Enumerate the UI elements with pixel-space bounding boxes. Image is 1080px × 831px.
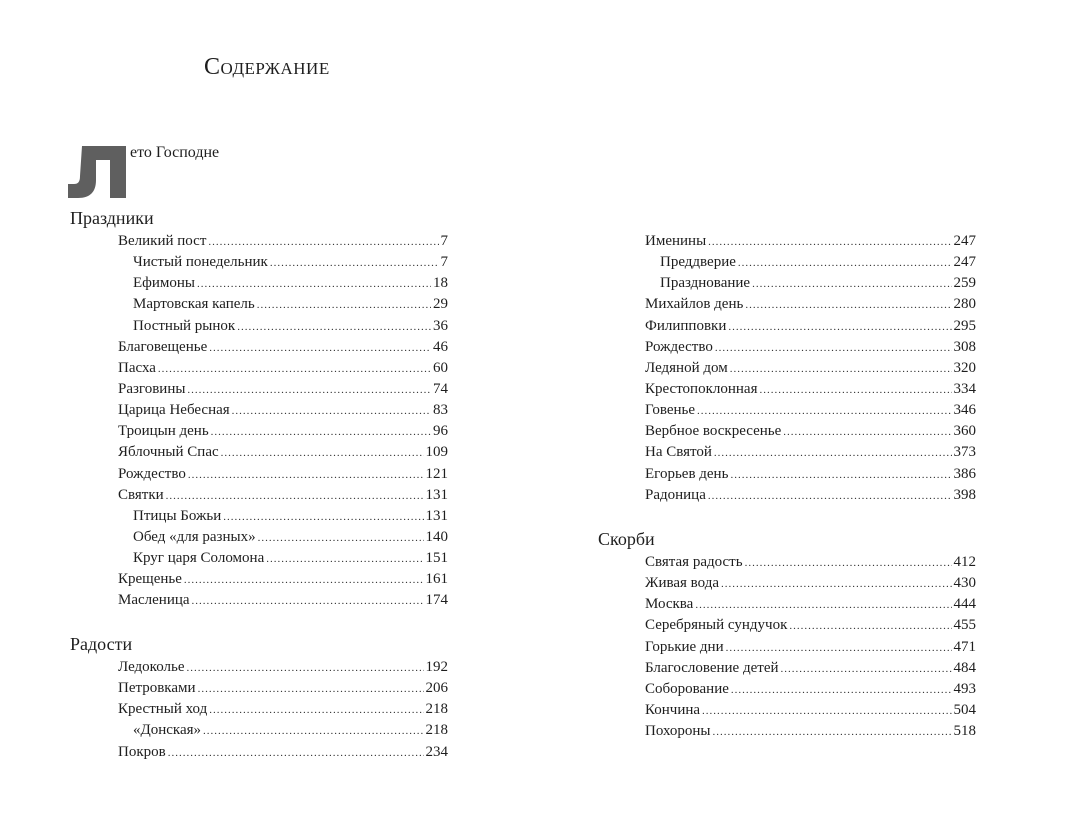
entry-title: Именины bbox=[645, 233, 707, 249]
toc-entry[interactable] bbox=[645, 594, 976, 615]
dot-leader bbox=[730, 359, 952, 379]
toc-entry[interactable] bbox=[645, 442, 976, 463]
page-number: 46 bbox=[433, 338, 448, 355]
toc-entry[interactable] bbox=[645, 721, 976, 742]
dot-leader bbox=[257, 295, 431, 315]
toc-entry[interactable] bbox=[645, 637, 976, 658]
page-number: 247 bbox=[953, 233, 976, 249]
entry-title: Празднование bbox=[660, 275, 751, 292]
dot-leader bbox=[168, 743, 424, 763]
dot-leader bbox=[209, 338, 431, 358]
dot-leader bbox=[221, 443, 424, 463]
entry-title: Святая радость bbox=[645, 554, 743, 570]
dot-leader bbox=[186, 658, 423, 678]
entry-title: Ледяной дом bbox=[645, 359, 728, 376]
toc-entry[interactable] bbox=[645, 379, 976, 400]
toc-entry[interactable] bbox=[645, 679, 976, 700]
entry-title: Крещенье bbox=[118, 571, 182, 588]
page-number: 412 bbox=[953, 554, 976, 570]
dot-leader bbox=[209, 700, 423, 720]
toc-entry[interactable] bbox=[118, 699, 448, 720]
toc-list bbox=[118, 231, 448, 612]
entry-title: Похороны bbox=[645, 723, 711, 740]
toc-entry[interactable] bbox=[118, 316, 448, 337]
page-number: 373 bbox=[953, 444, 976, 461]
dot-leader bbox=[730, 465, 951, 485]
dot-leader bbox=[232, 401, 431, 421]
entry-title: Говенье bbox=[645, 402, 696, 419]
entry-title: Горькие дни bbox=[645, 638, 724, 655]
dot-leader bbox=[211, 422, 431, 442]
toc-entry[interactable] bbox=[118, 506, 448, 527]
page-number: 161 bbox=[425, 571, 448, 588]
page-number: 174 bbox=[425, 592, 448, 609]
page-number: 430 bbox=[953, 575, 976, 592]
toc-entry[interactable] bbox=[118, 400, 448, 421]
page-number: 218 bbox=[425, 722, 448, 739]
dot-leader bbox=[715, 338, 952, 358]
toc-entry[interactable] bbox=[645, 273, 976, 294]
entry-title: Великий пост bbox=[118, 233, 207, 249]
page-number: 151 bbox=[425, 550, 448, 567]
entry-title: Петровками bbox=[118, 680, 196, 697]
dot-leader bbox=[187, 380, 431, 400]
toc-entry[interactable] bbox=[118, 358, 448, 379]
toc-entry[interactable] bbox=[645, 252, 976, 273]
page-number: 280 bbox=[953, 296, 976, 313]
page-number: 121 bbox=[425, 465, 448, 482]
page-number: 140 bbox=[425, 528, 448, 545]
toc-entry[interactable] bbox=[645, 316, 976, 337]
entry-title: Михайлов день bbox=[645, 296, 744, 313]
toc-entry[interactable] bbox=[118, 464, 448, 485]
entry-title: Крестопоклонная bbox=[645, 380, 758, 397]
dot-leader bbox=[783, 422, 951, 442]
toc-entry[interactable] bbox=[118, 590, 448, 611]
page-number: 493 bbox=[953, 680, 976, 697]
entry-title: Серебряный сундучок bbox=[645, 617, 788, 634]
entry-title: Птицы Божьи bbox=[133, 507, 222, 524]
toc-entry[interactable] bbox=[645, 658, 976, 679]
section-heading: Радости bbox=[70, 634, 133, 654]
dot-leader bbox=[759, 380, 951, 400]
toc-entry[interactable] bbox=[118, 720, 448, 741]
toc-entry[interactable] bbox=[645, 337, 976, 358]
page-number: 83 bbox=[433, 402, 448, 419]
page-number: 192 bbox=[425, 659, 448, 675]
entry-title: Троицын день bbox=[118, 423, 209, 440]
section-heading: Праздники bbox=[70, 208, 154, 228]
entry-title: Чистый понедельник bbox=[133, 254, 268, 271]
entry-title: Мартовская капель bbox=[133, 296, 255, 313]
dot-leader bbox=[223, 507, 423, 527]
toc-entry[interactable] bbox=[645, 231, 976, 252]
page-number: 36 bbox=[433, 317, 448, 334]
dot-leader bbox=[203, 721, 423, 741]
entry-title: Рождество bbox=[645, 338, 713, 355]
page-number: 455 bbox=[953, 617, 976, 634]
page-number: 74 bbox=[433, 380, 448, 397]
dot-leader bbox=[702, 701, 951, 721]
entry-title: Москва bbox=[645, 596, 694, 613]
page-number: 308 bbox=[953, 338, 976, 355]
entry-title: Обед «для разных» bbox=[133, 528, 256, 545]
dot-leader bbox=[266, 549, 423, 569]
page-number: 29 bbox=[433, 296, 448, 313]
toc-entry[interactable] bbox=[118, 252, 448, 273]
dot-leader bbox=[781, 659, 952, 679]
drop-cap-initial bbox=[68, 146, 126, 198]
toc-entry[interactable] bbox=[118, 548, 448, 569]
toc-entry[interactable] bbox=[118, 231, 448, 252]
page-number: 96 bbox=[433, 423, 448, 440]
entry-title: Ледоколье bbox=[118, 659, 185, 675]
page-number: 206 bbox=[425, 680, 448, 697]
page-number: 398 bbox=[953, 486, 976, 503]
entry-title: Покров bbox=[118, 743, 166, 760]
entry-title: Кончина bbox=[645, 701, 701, 718]
page-number: 444 bbox=[953, 596, 976, 613]
dot-leader bbox=[731, 680, 952, 700]
dot-leader bbox=[192, 591, 424, 611]
entry-title: Пасха bbox=[118, 359, 156, 376]
entry-title: Рождество bbox=[118, 465, 186, 482]
page-number: 360 bbox=[953, 423, 976, 440]
page-number: 518 bbox=[953, 723, 976, 740]
toc-entry[interactable] bbox=[118, 273, 448, 294]
page-number: 18 bbox=[433, 275, 448, 292]
entry-title: Вербное воскресенье bbox=[645, 423, 782, 440]
entry-title: Преддверие bbox=[660, 254, 736, 271]
dot-leader bbox=[695, 595, 951, 615]
dot-leader bbox=[270, 253, 439, 273]
entry-title: Крестный ход bbox=[118, 701, 208, 718]
dot-leader bbox=[697, 401, 951, 421]
page-number: 484 bbox=[953, 659, 976, 676]
toc-entry[interactable] bbox=[118, 421, 448, 442]
page-number: 471 bbox=[953, 638, 976, 655]
entry-title: Ефимоны bbox=[133, 275, 196, 292]
entry-title: Благовещенье bbox=[118, 338, 208, 355]
page-number: 247 bbox=[953, 254, 976, 271]
toc-entry[interactable] bbox=[645, 615, 976, 636]
page-number: 131 bbox=[425, 507, 448, 524]
toc-entry[interactable] bbox=[118, 337, 448, 358]
page-number: 386 bbox=[953, 465, 976, 482]
dot-leader bbox=[728, 317, 951, 337]
toc-entry[interactable] bbox=[118, 569, 448, 590]
page-title: Содержание bbox=[204, 54, 330, 80]
entry-title: Масленица bbox=[118, 592, 190, 609]
toc-entry[interactable] bbox=[645, 573, 976, 594]
page-number: 504 bbox=[953, 701, 976, 718]
section-heading: Скорби bbox=[598, 529, 655, 549]
page-number: 320 bbox=[953, 359, 976, 376]
page-number: 346 bbox=[953, 402, 976, 419]
toc-entry[interactable] bbox=[118, 678, 448, 699]
toc-entry[interactable] bbox=[645, 464, 976, 485]
toc-entry[interactable] bbox=[118, 485, 448, 506]
dot-leader bbox=[789, 616, 951, 636]
toc-entry[interactable] bbox=[645, 485, 976, 506]
dot-leader bbox=[237, 317, 431, 337]
entry-title: Яблочный Спас bbox=[118, 444, 219, 461]
dot-leader bbox=[752, 274, 951, 294]
entry-title: «Донская» bbox=[133, 722, 202, 739]
page-number: 60 bbox=[433, 359, 448, 376]
page-number: 218 bbox=[425, 701, 448, 718]
dot-leader bbox=[188, 465, 424, 485]
entry-title: Радоница bbox=[645, 486, 706, 503]
entry-title: Царица Небесная bbox=[118, 402, 230, 419]
page-number: 334 bbox=[953, 380, 976, 397]
entry-title: На Святой bbox=[645, 444, 712, 461]
dot-leader bbox=[713, 722, 952, 742]
dot-leader bbox=[708, 486, 952, 506]
toc-entry[interactable] bbox=[645, 294, 976, 315]
toc-list bbox=[645, 552, 976, 742]
entry-title: Соборование bbox=[645, 680, 729, 697]
toc-entry[interactable] bbox=[118, 742, 448, 763]
toc-entry[interactable] bbox=[645, 700, 976, 721]
dot-leader bbox=[208, 232, 438, 252]
toc-list bbox=[645, 231, 976, 506]
toc-entry[interactable] bbox=[118, 527, 448, 548]
dot-leader bbox=[158, 359, 431, 379]
dot-leader bbox=[708, 232, 951, 252]
dot-leader bbox=[738, 253, 952, 273]
entry-title: Благословение детей bbox=[645, 659, 779, 676]
entry-title: Живая вода bbox=[645, 575, 719, 592]
toc-entry[interactable] bbox=[118, 379, 448, 400]
page-number: 109 bbox=[425, 444, 448, 461]
page-number: 7 bbox=[440, 233, 448, 249]
entry-title: Филипповки bbox=[645, 317, 727, 334]
page-number: 7 bbox=[440, 254, 448, 271]
dot-leader bbox=[198, 679, 424, 699]
dot-leader bbox=[721, 574, 952, 594]
dot-leader bbox=[714, 443, 952, 463]
dot-leader bbox=[166, 486, 424, 506]
toc-list bbox=[118, 657, 448, 763]
page-number: 234 bbox=[425, 743, 448, 760]
toc-entry[interactable] bbox=[118, 294, 448, 315]
dot-leader bbox=[745, 553, 952, 573]
page-number: 131 bbox=[425, 486, 448, 503]
dot-leader bbox=[184, 570, 424, 590]
toc-entry[interactable] bbox=[645, 400, 976, 421]
toc-entry[interactable] bbox=[118, 657, 448, 678]
page-number: 295 bbox=[953, 317, 976, 334]
dot-leader bbox=[197, 274, 431, 294]
toc-entry[interactable] bbox=[118, 442, 448, 463]
entry-title: Круг царя Соломона bbox=[133, 550, 265, 567]
toc-entry[interactable] bbox=[645, 358, 976, 379]
toc-entry[interactable] bbox=[645, 552, 976, 573]
entry-title: Постный рынок bbox=[133, 317, 236, 334]
dot-leader bbox=[726, 638, 952, 658]
entry-title: Святки bbox=[118, 486, 164, 503]
toc-entry[interactable] bbox=[645, 421, 976, 442]
entry-title: Разговины bbox=[118, 380, 186, 397]
part-title: ето Господне bbox=[130, 144, 220, 161]
dot-leader bbox=[745, 295, 951, 315]
dot-leader bbox=[258, 528, 424, 548]
page-number: 259 bbox=[953, 275, 976, 292]
entry-title: Егорьев день bbox=[645, 465, 729, 482]
